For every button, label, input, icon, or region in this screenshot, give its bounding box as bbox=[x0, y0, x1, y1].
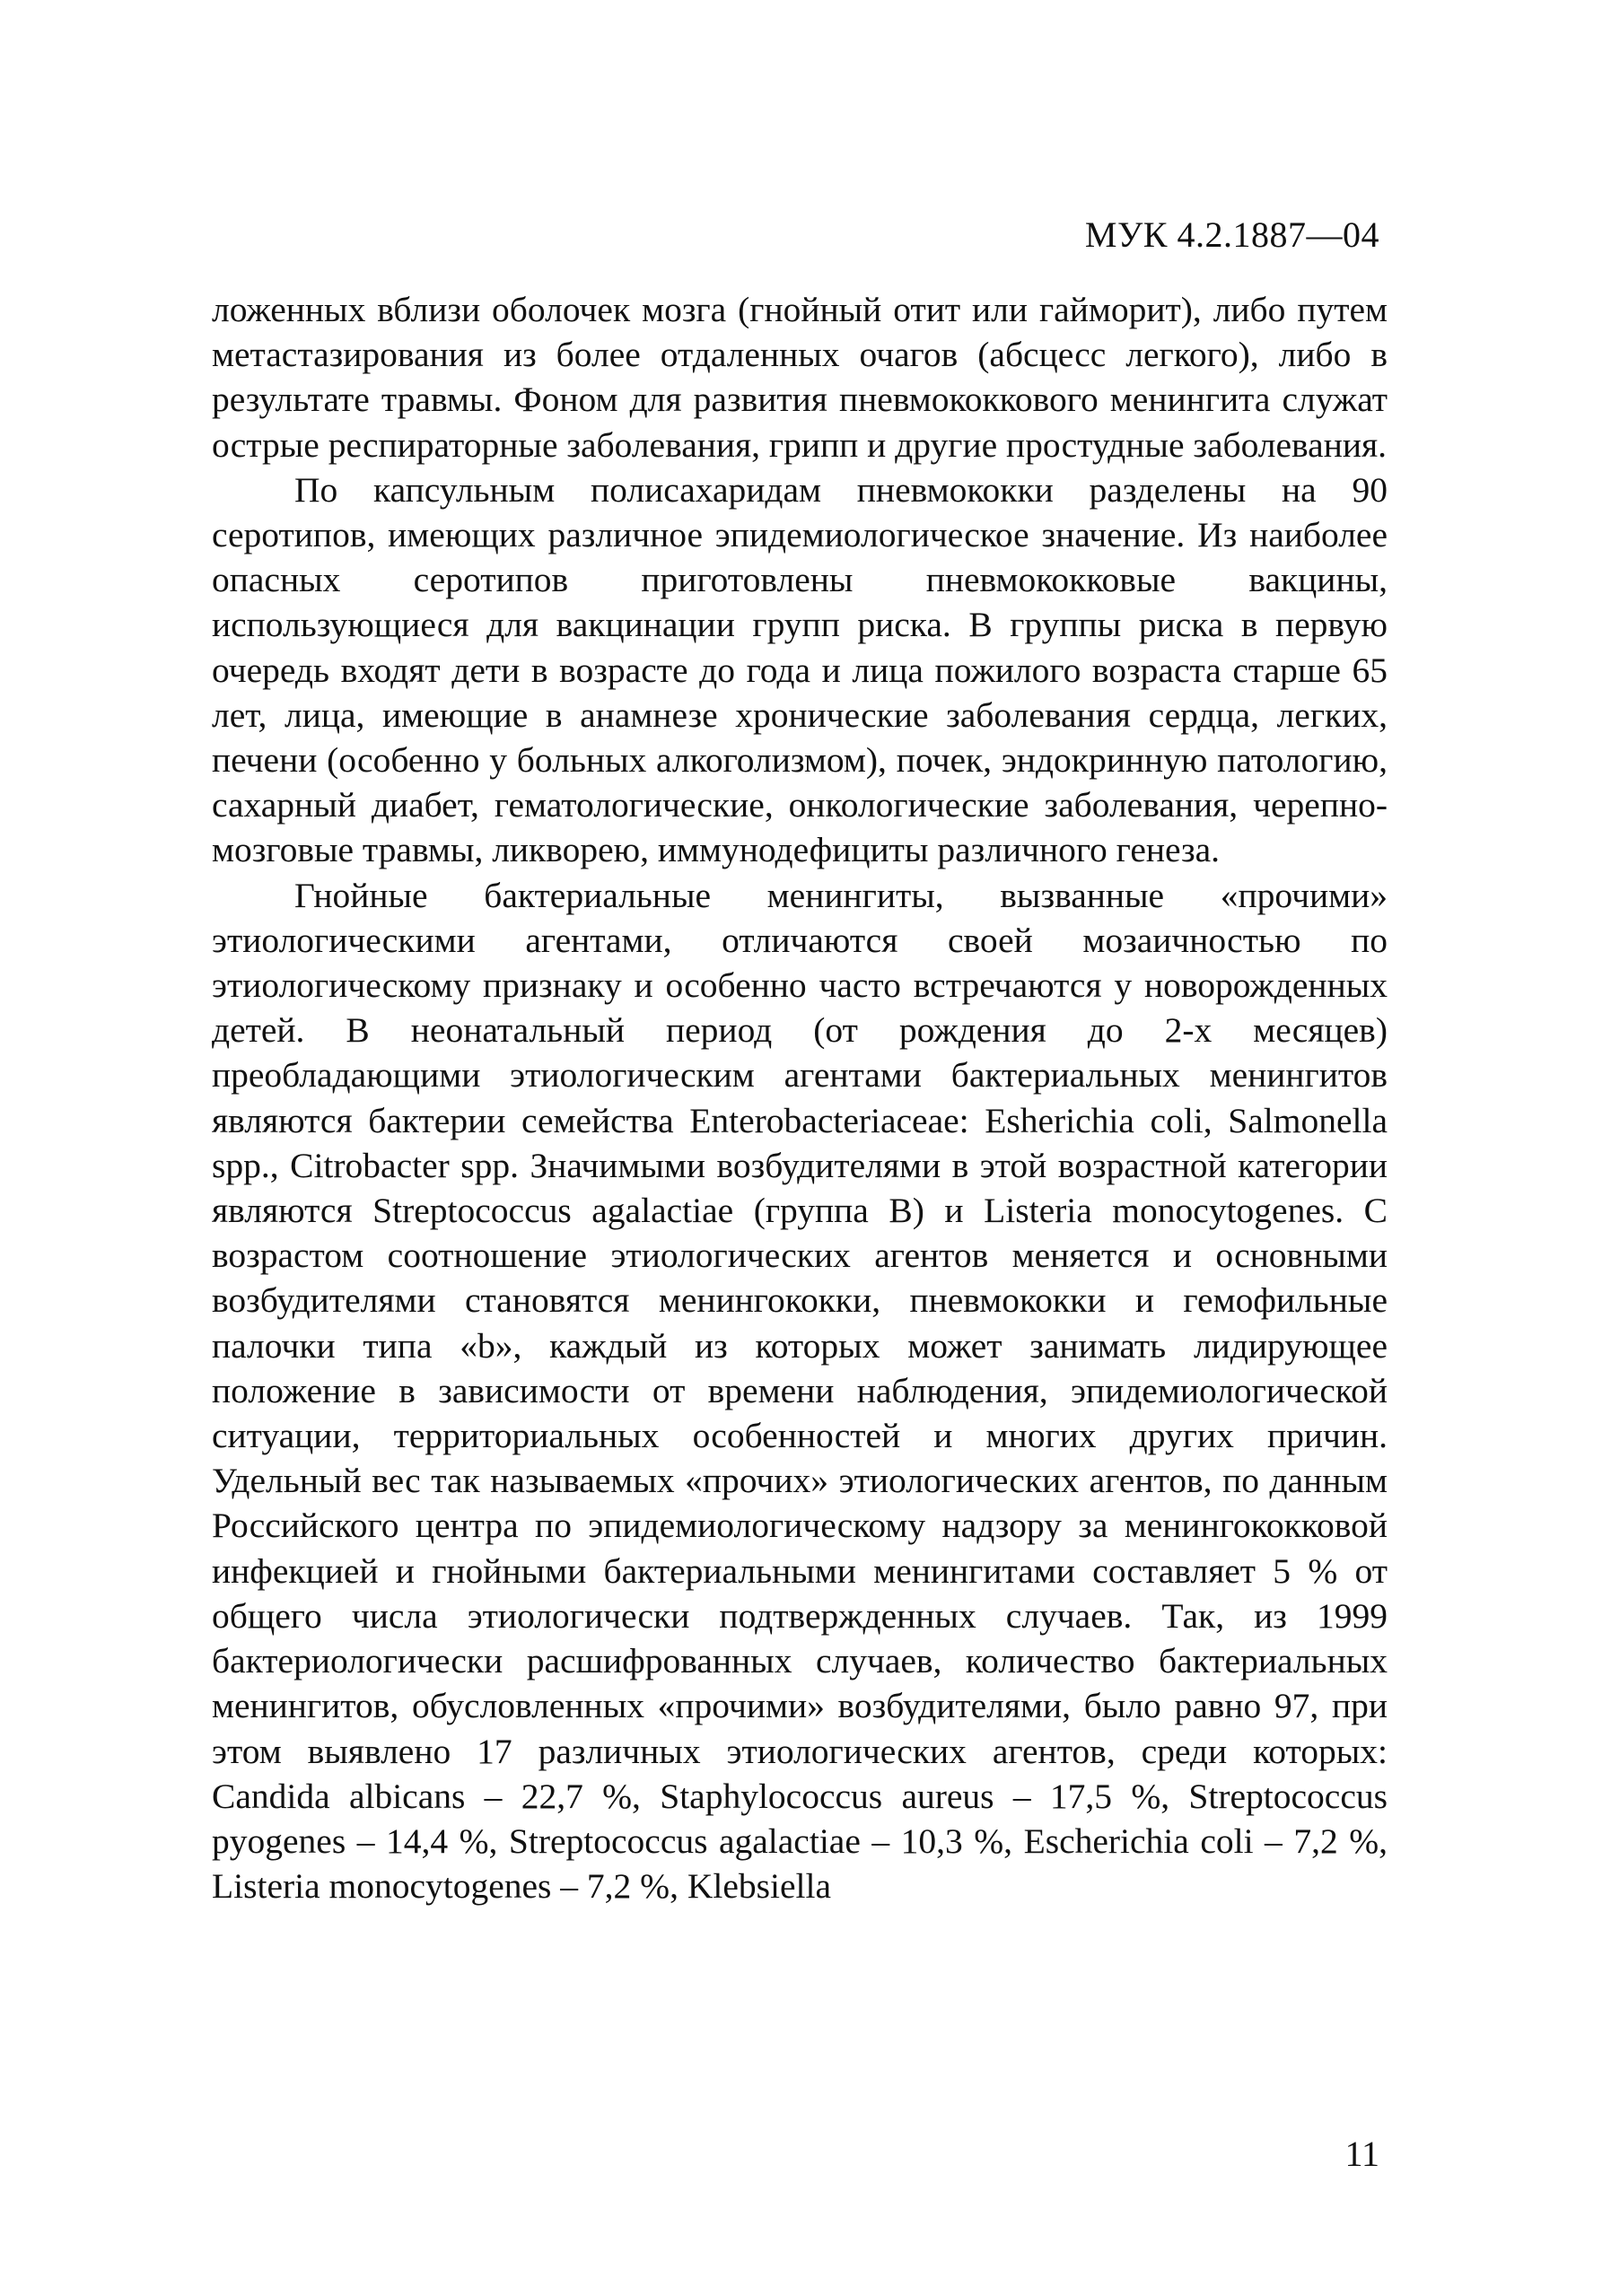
document-body bbox=[212, 287, 1388, 1908]
paragraph-other-agents: Гнойные бактериальные менингиты, вызванные «прочими» этиологическими агентами, отличаются своей мозаичностью по этиологическому признаку и особенно часто встречаются у новорожденных детей. В неонатальный период (от рождения до 2-х месяцев) преобладающими этиологическим агентами бактериальных менингитов являются бактерии семейства Enterobacteriaceae: Esherichia coli, Salmonella spp., Citrobacter spp. Значимыми возбудителями в этой возрастной категории являются Streptococcus agalactiae (группа В) и Listeria monocytogenes. С возрастом соотношение этиологических агентов меняется и основными возбудителями становятся менингококки, пневмококки и гемофильные палочки типа «b», каждый из которых может занимать лидирующее положение в зависимости от времени наблюдения, эпидемиологической ситуации, территориальных особенностей и многих других причин. Удельный вес так называемых «прочих» этиологических агентов, по данным Российского центра по эпидемиологическому надзору за менингококковой инфекцией и гнойными бактериальными менингитами составляет 5 % от общего числа этиологически подтвержденных случаев. Так, из 1999 бактериологически расшифрованных случаев, количество бактериальных менингитов, обусловленных «прочими» возбудителями, было равно 97, при этом выявлено 17 различных этиологических агентов, среди которых: Candida albicans – 22,7 %, Staphylococcus aureus – 17,5 %, Streptococcus pyogenes – 14,4 %, Streptococcus agalactiae – 10,3 %, Escherichia coli – 7,2 %, Listeria monocytogenes – 7,2 %, Klebsiella bbox=[212, 875, 1388, 1907]
page-number: 11 bbox=[1344, 2134, 1379, 2174]
paragraph-serotypes: По капсульным полисахаридам пневмококки разделены на 90 серотипов, имеющих различное эпидемиологическое значение. Из наиболее опасных серотипов приготовлены пневмококковые вакцины, использующиеся для вакцинации групп риска. В группы риска в первую очередь входят дети в возрасте до года и лица пожилого возраста старше 65 лет, лица, имеющие в анамнезе хронические заболевания сердца, легких, печени (особенно у больных алкоголизмом), почек, эндокринную патологию, сахарный диабет, гематологические, онкологические заболевания, черепно-мозговые травмы, ликворею, иммунодефициты различного генеза. bbox=[212, 469, 1388, 870]
document-code-header: МУК 4.2.1887—04 bbox=[1084, 214, 1379, 255]
paragraph-continuation: ложенных вблизи оболочек мозга (гнойный отит или гайморит), либо путем метастазирования из более отдаленных очагов (абсцесс легкого), либо в результате травмы. Фоном для развития пневмококкового менингита служат острые респираторные заболевания, грипп и другие простудные заболевания. bbox=[212, 290, 1388, 465]
